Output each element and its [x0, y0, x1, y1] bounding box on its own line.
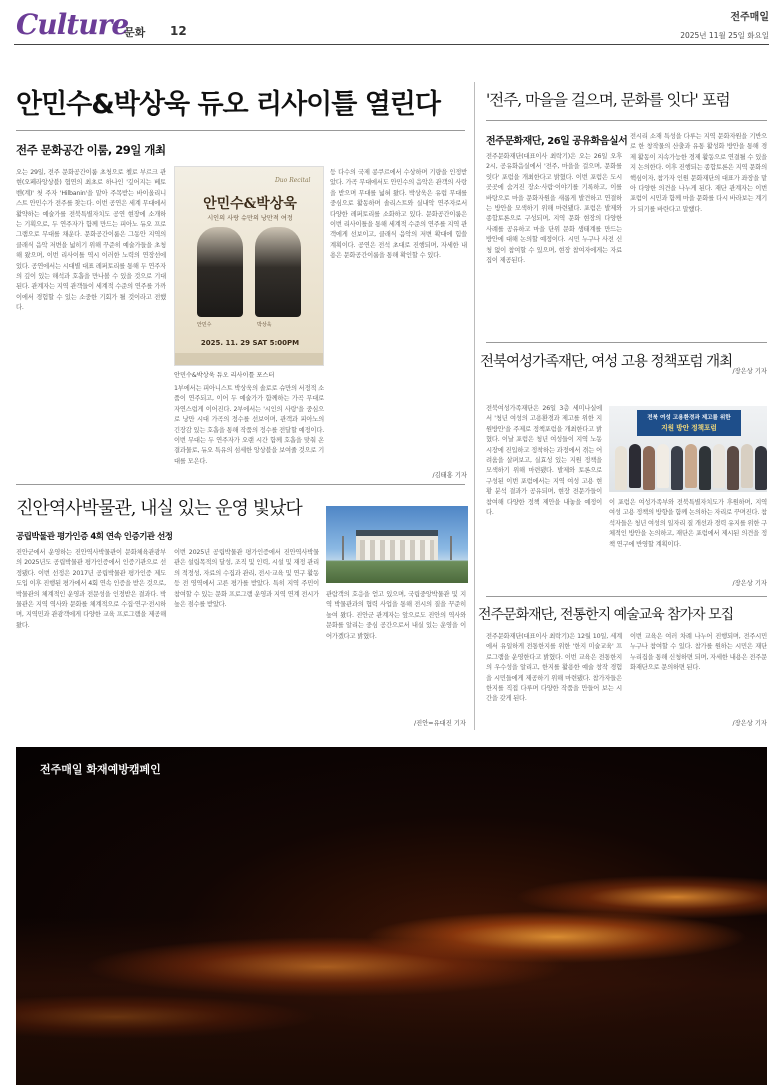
article-recital-byline: /김태홍 기자 — [432, 472, 467, 479]
poster-footer-band — [175, 353, 324, 366]
newspaper-brand: 전주매일 — [730, 12, 769, 23]
article-women-headline: 전북여성가족재단, 여성 고용 정책포럼 개최 — [480, 354, 733, 370]
forum-banner-line1: 전북 여성 고용환경과 제고를 위한 — [647, 415, 731, 421]
article-recital-rule — [16, 130, 465, 131]
forum-photo — [609, 406, 767, 492]
flag-pole — [450, 536, 452, 560]
header-divider — [14, 44, 769, 45]
poster-performer-1-name: 안민수 — [197, 322, 212, 328]
column-separator — [474, 82, 475, 730]
article-hanji-byline: /장은상 기자 — [732, 720, 767, 727]
forum-attendee — [713, 444, 725, 488]
article-recital-subhead: 전주 문화공간 이룸, 29일 개최 — [16, 143, 166, 157]
article-recital-body-col3: 등 다수의 국제 콩쿠르에서 수상하며 기량을 인정받았다. 가곡 무대에서도 안민수의 음악은 관객의 사랑을 받으며 무대를 넓혀 왔다. 박상욱은 유럽 무대를 중심으로 활동하며 솔리스트와 실내악 연주자로서 다양한 레퍼토리를 소화하고 있다. 문화공간이룸은 이번 리사이틀을 통해 세계적 수준의 연주를 지역 관객에게 선보이고, 클래식 음악의 저변 확대에 힘쓸 계획이다. 공연은 전석 초대로 진행되며, 자세한 내용은 문화공간이룸을 통해 확인할 수 있다. — [330, 169, 467, 260]
poster-subtitle: 시인의 사랑 슈만의 낭만적 여정 — [207, 215, 293, 222]
forum-attendee — [643, 446, 655, 490]
forum-attendee — [741, 444, 753, 488]
article-hanji-top-rule — [486, 596, 767, 597]
article-women-top-rule — [486, 342, 767, 343]
forum-attendee — [699, 446, 711, 490]
poster-performer-2-name: 박상욱 — [257, 322, 272, 328]
forum-banner-line2: 지원 방안 정책포럼 — [661, 424, 717, 432]
article-museum-body-col3: 관람객의 호응을 얻고 있으며, 국립중앙박물관 및 지역 박물관과의 협력 사업을 통해 전시의 질을 꾸준히 높여 왔다. 진안군 관계자는 앞으로도 진안의 역사와 문화를 알리는 중심 공간으로서 내실 있는 운영을 이어가겠다고 밝혔다. — [326, 591, 466, 640]
flag-pole — [342, 536, 344, 560]
article-women-body-col1: 전북여성가족재단은 26일 3층 세미나실에서 '청년 여성의 고용환경과 제고를 위한 지원방안'을 주제로 정책포럼을 개최한다고 밝혔다. 이날 포럼은 청년 여성들이 지역 노동시장에 진입하고 정착하는 과정에서 겪는 어려움을 살펴보고, 실효성 있는 지원 정책을 모색하기 위해 마련됐다. 발제와 토론으로 구성된 이번 포럼에서는 지역 여성 고용 현황 분석 결과가 공유되며, 현장 전문가들이 참여해 다양한 정책 제안을 내놓을 예정이다. — [486, 405, 602, 517]
article-forum-body-col2: 전시리 소재 특성을 다루는 지역 문화자원을 기반으로 한 창작물의 산출과 유통 활성화 방안을 통해 경제 활동이 지속가능한 경제 활동으로 연결될 수 있을지 논의한다. 이후 진행되는 종합토론은 지역 문화의 핵심이자, 참가자 인원 문화재단의 대표가 좌장을 맡아 다양한 의견을 나누게 된다. 재단 관계자는 이번 포럼이 시민과 함께 마을 문화를 다시 바라보는 계기가 되기를 바란다고 말했다. — [630, 133, 767, 213]
section-title-culture: Culture — [16, 8, 129, 41]
page-number: 12 — [170, 24, 187, 38]
poster-performer-1 — [197, 227, 243, 317]
forum-attendee — [615, 446, 627, 490]
recital-poster-image — [174, 166, 324, 366]
article-women-body-col2: 이 포럼은 여성가족부와 전북특별자치도가 후원하며, 지역 여성 고용 정책의 방향을 함께 논의하는 자리로 꾸며진다. 참석자들은 청년 여성의 일자리 질 개선과 경력 유지를 위한 구체적인 방안을 논의하고, 재단은 포럼에서 제시된 의견을 정책 연구에 반영할 계획이다. — [609, 499, 767, 548]
article-recital-body-col2: 1부에서는 피아니스트 박상욱의 솔로로 슈만의 서정적 소품이 연주되고, 이어 두 예술가가 함께하는 가곡 무대로 자연스럽게 이어진다. 2부에서는 '시인의 사랑'을 중심으로 낭만 시대 가곡의 정수를 선보이며, 관객과 피아노의 긴장감 있는 호흡을 통해 작품의 정수를 전달할 예정이다. 이번 무대는 두 연주자가 오랜 시간 함께 호흡을 맞춰 온 결과물로, 듀오 특유의 섬세한 앙상블을 보여줄 것으로 기대를 모은다. — [174, 385, 324, 465]
museum-columns — [360, 540, 434, 560]
article-museum-top-rule — [16, 484, 465, 485]
campaign-message-line2: 산불의 원인이기도 합니다 — [136, 718, 412, 747]
campaign-message-line1: 무심코 버린 인화물질 — [52, 633, 280, 662]
poster-caption: 안민수&박상욱 듀오 리사이틀 포스터 — [174, 372, 275, 379]
fire-prevention-campaign — [16, 747, 767, 1085]
article-women-byline: /장은상 기자 — [732, 580, 767, 587]
article-forum-rule — [486, 120, 767, 121]
forum-attendee — [657, 444, 669, 488]
article-hanji-headline: 전주문화재단, 전통한지 예술교육 참가자 모집 — [478, 607, 734, 623]
article-forum-headline: '전주, 마을을 걸으며, 문화를 잇다' 포럼 — [486, 91, 730, 109]
museum-photo — [326, 506, 468, 583]
poster-title: 안민수&박상욱 — [203, 196, 297, 212]
article-recital-headline: 안민수&박상욱 듀오 리사이틀 열린다 — [16, 89, 440, 120]
poster-script-decoration: Duo Recital — [275, 177, 311, 184]
article-museum-body-col1: 진안군에서 운영하는 진안역사박물관이 문화체육관광부의 2025년도 공립박물관 평가인증에서 인증기관으로 선정됐다. 이번 선정은 2017년 공립박물관 평가인증 제도 도입 이후 진행된 평가에서 4회 연속 인증을 받은 것으로, 박물관의 체계적인 운영과 전문성을 인정받은 결과다. 박물관은 지역 역사와 문화를 체계적으로 수집·연구·전시하며, 지역민과 관광객에게 다양한 교육 프로그램을 제공해 왔다. — [16, 549, 166, 629]
article-recital-body-col1: 오는 29일, 전주 문화공간이룸 초청으로 첼로 부르크 관현(오페라앙상블) 협연의 최초로 하나인 '깊어지는 베토벤(계)' 첫 주자 'Hilbanin'을 맡아 주목받는 바이올리니스트 안민수가 전주를 찾는다. 이번 공연은 세계 무대에서 활약하는 예술가를 전북특별자치도 공연 현장에 소개하는 기획으로, 두 연주자가 함께 만드는 피아노 듀오 프로그램으로 무대를 채운다. 문화공간이룸은 그동안 지역의 클래식 음악 저변을 넓히기 위해 꾸준히 예술가들을 초청해 왔으며, 이번 리사이틀 역시 이러한 노력의 연장선에 있다. 공연에서는 시대별 대표 레퍼토리를 통해 두 연주자의 깊이 있는 해석과 호흡을 만나볼 수 있을 것으로 기대된다. 관계자는 지역 관객들이 세계적 수준의 연주를 가까이에서 경험할 수 있는 소중한 기회가 될 것이라고 전했다. — [16, 169, 166, 312]
article-hanji-body-col2: 이번 교육은 여러 차례 나누어 진행되며, 전주시민 누구나 참여할 수 있다. 참가를 원하는 시민은 재단 누리집을 통해 신청하면 되며, 자세한 내용은 전주문화재단으로 문의하면 된다. — [630, 633, 767, 672]
poster-performer-2 — [255, 227, 301, 317]
issue-date: 2025년 11월 25일 화요일 — [680, 31, 769, 40]
forum-attendee — [685, 444, 697, 488]
article-museum-byline: /진안=유대진 기자 — [414, 720, 466, 727]
forum-attendee — [727, 446, 739, 490]
article-forum-byline: /장은상 기자 — [732, 368, 767, 375]
article-forum-body-col1: 전주문화재단(대표이사 최락기)은 오는 26일 오후 2시, 공유화음실에서 '전주, 마을을 걸으며, 문화를 잇다' 포럼을 개최한다고 밝혔다. 이번 포럼은 도시 곳곳에 숨겨진 장소·사람·이야기를 기록하고, 이를 바탕으로 마을 문화자원을 새롭게 발견하고 연결하는 방안을 모색하기 위해 마련됐다. 포럼은 발제와 종합토론으로 구성되며, 지역 문화 현장의 다양한 사례를 공유하고 마을 단위 문화 생태계를 만드는 방안에 대해 논의할 예정이다. 시민 누구나 사전 신청 없이 참여할 수 있으며, 현장 참여자에게는 자료집이 제공된다. — [486, 153, 622, 265]
forum-attendee — [755, 446, 767, 490]
article-museum-subhead: 공립박물관 평가인증 4회 연속 인증기관 선정 — [16, 532, 173, 542]
wildfire-ground-glow — [16, 917, 767, 1085]
forum-attendee — [671, 446, 683, 490]
campaign-label: 전주매일 화재예방캠페인 — [40, 763, 161, 776]
forum-attendee — [629, 444, 641, 488]
section-title-korean: 문화 — [124, 26, 146, 39]
article-forum-subhead: 전주문화재단, 26일 공유화음실서 — [486, 136, 628, 147]
article-hanji-body-col1: 전주문화재단(대표이사 최락기)은 12월 10일, 세계에서 유일하게 전통한지를 위한 '한지 미술교육' 프로그램을 운영한다고 밝혔다. 이번 교육은 전통한지의 우수성을 알리고, 한지를 활용한 예술 창작 경험을 시민들에게 제공하기 위해 마련됐다. 참가자들은 한지를 직접 다루며 다양한 작품을 만들어 보는 시간을 갖게 된다. — [486, 633, 622, 703]
article-museum-body-col2: 이번 2025년 공립박물관 평가인증에서 진안역사박물관은 설립목적의 달성, 조직 및 인력, 시설 및 재정 관리의 적정성, 자료의 수집과 관리, 전시·교육 및 연구 활동 등 전 영역에서 고른 평가를 받았다. 특히 지역 주민이 참여할 수 있는 문화 프로그램 운영과 지역 연계 전시가 높은 점수를 받았다. — [174, 549, 319, 609]
article-museum-headline: 진안역사박물관, 내실 있는 운영 빛났다 — [16, 498, 302, 519]
poster-date: 2025. 11. 29 SAT 5:00PM — [200, 339, 300, 347]
